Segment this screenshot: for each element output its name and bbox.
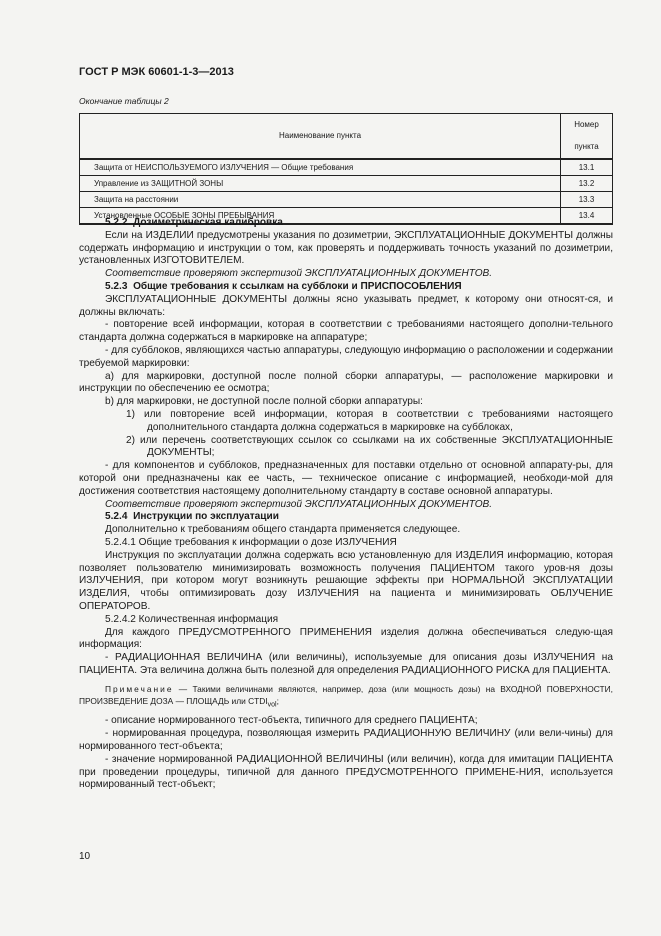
paragraph: Инструкция по эксплуатации должна содержать всю установленную для ИЗДЕЛИЯ информацию, которая позволяет пользователю минимизировать возможность получения ПАЦИЕНТОМ такого уров-ня дозы ИЗЛУЧЕНИЯ, при котором могут возникнуть решающие эффекты при НОРМАЛЬНОЙ ЭКСПЛУАТАЦИИ ИЗДЕЛИЯ, чтобы оптимизировать дозу ИЗЛУЧЕНИЯ на пациента и минимизировать ОБЛУЧЕНИЕ ОПЕРАТОРОВ. bbox=[79, 549, 613, 612]
list-item: - описание нормированного тест-объекта, типичного для среднего ПАЦИЕНТА; bbox=[105, 715, 478, 727]
table-caption: Окончание таблицы 2 bbox=[79, 96, 169, 106]
page-header: ГОСТ Р МЭК 60601-1-3—2013 bbox=[79, 66, 234, 78]
list-item: а) для маркировки, доступной после полной сборки аппаратуры, — расположение маркировки и инструкции по обеспечению ее осмотра; bbox=[79, 370, 613, 395]
note-subscript: vol bbox=[267, 701, 277, 709]
paragraph: Дополнительно к требованиям общего стандарта применяется следующее. bbox=[105, 524, 461, 536]
header-item-number: Номер пункта bbox=[561, 114, 613, 160]
list-item: b) для маркировки, не доступной после полной сборки аппаратуры: bbox=[105, 396, 423, 408]
sub-list-item: 1) или повторение всей информации, которая в соответствии с требованиями настоящего дополнительного стандарта должна содержаться в маркировке на субблоках, bbox=[126, 408, 613, 433]
list-item: - нормированная процедура, позволяющая измерить РАДИАЦИОННУЮ ВЕЛИЧИНУ (или вели-чины) для нормированного тест-объекта; bbox=[79, 728, 613, 752]
table-header-row bbox=[80, 114, 613, 160]
paragraph: ЭКСПЛУАТАЦИОННЫЕ ДОКУМЕНТЫ должны ясно указывать предмет, к которому они относят-ся, и должны включать: bbox=[79, 293, 613, 318]
row-name: Защита на расстоянии bbox=[80, 192, 561, 208]
paragraph: Если на ИЗДЕЛИИ предусмотрены указания по дозиметрии, ЭКСПЛУАТАЦИОННЫЕ ДОКУМЕНТЫ должны содержать информацию и инструкции о том, как проверять и поддерживать точность указаний по дозиметрии, установленных ИЗГОТОВИТЕЛЕМ. bbox=[79, 229, 613, 267]
list-item: - значение нормированной РАДИАЦИОННОЙ ВЕЛИЧИНЫ (или величин), когда для имитации ПАЦИЕНТА при проведении процедуры, типичной для данного ПРЕДУСМОТРЕННОГО ПРИМЕНЕ-НИЯ, используется нормированный тест-объект; bbox=[79, 753, 613, 791]
row-name: Управление из ЗАЩИТНОЙ ЗОНЫ bbox=[80, 176, 561, 192]
table-row bbox=[80, 159, 613, 176]
row-name: Защита от НЕИСПОЛЬЗУЕМОГО ИЗЛУЧЕНИЯ — Общие требования bbox=[80, 159, 561, 176]
row-number: 13.2 bbox=[561, 176, 613, 192]
note: Примечание — Такими величинами являются, например, доза (или мощность дозы) на ВХОДНОЙ ПОВЕРХНОСТИ, ПРОИЗВЕДЕНИЕ ДОЗА — ПЛОЩАДЬ или $CTDI_{vol}$; bbox=[79, 683, 613, 709]
paragraph: Для каждого ПРЕДУСМОТРЕННОГО ПРИМЕНЕНИЯ изделия должна обеспечиваться следую-щая информация: bbox=[79, 626, 613, 651]
table-row bbox=[80, 176, 613, 192]
note-text: — Такими величинами являются, например, доза (или мощность дозы) на ВХОДНОЙ ПОВЕРХНОСТИ, ПРОИЗВЕДЕНИЕ ДОЗА — ПЛОЩАДЬ или CTDI bbox=[79, 683, 613, 706]
header-item-name: Наименование пункта bbox=[80, 114, 561, 160]
list-item: - РАДИАЦИОННАЯ ВЕЛИЧИНА (или величины), используемые для описания дозы ИЗЛУЧЕНИЯ на ПАЦИЕНТА. Эта величина должна быть полезной для определения РАДИАЦИОННОГО РИСКА для ПАЦИЕНТА. bbox=[79, 652, 613, 676]
row-number: 13.4 bbox=[561, 208, 613, 225]
items-table bbox=[79, 113, 613, 225]
note-label: Примечание bbox=[105, 683, 174, 694]
compliance-note: Соответствие проверяют экспертизой ЭКСПЛУАТАЦИОННЫХ ДОКУМЕНТОВ. bbox=[105, 268, 493, 280]
table-row bbox=[80, 192, 613, 208]
list-item: - для компонентов и субблоков, предназначенных для поставки отдельно от основной аппарату-ры, для которой они предназначены как ее часть, — техническое описание с информацией, необходи-мой для достижения соответствия настоящему дополнительному стандарту в составе основной аппаратуры. bbox=[79, 460, 613, 497]
section-heading-5-2-3: 5.2.3 Общие требования к ссылкам на субблоки и ПРИСПОСОБЛЕНИЯ bbox=[105, 280, 462, 292]
section-heading-5-2-4: 5.2.4 Инструкции по эксплуатации bbox=[105, 511, 279, 523]
compliance-note: Соответствие проверяют экспертизой ЭКСПЛУАТАЦИОННЫХ ДОКУМЕНТОВ. bbox=[105, 498, 493, 510]
subsection-heading: 5.2.4.2 Количественная информация bbox=[105, 613, 279, 625]
sub-list-item: 2) или перечень соответствующих ссылок со ссылками на их собственные ЭКСПЛУАТАЦИОННЫЕ ДОКУМЕНТЫ; bbox=[126, 434, 613, 459]
subsection-heading: 5.2.4.1 Общие требования к информации о дозе ИЗЛУЧЕНИЯ bbox=[105, 536, 397, 548]
page-number: 10 bbox=[79, 851, 91, 862]
row-number: 13.1 bbox=[561, 159, 613, 176]
body-text bbox=[79, 217, 613, 792]
section-heading-5-2-2: 5.2.2 Дозиметрическая калибровка bbox=[105, 217, 283, 228]
list-item: - для субблоков, являющихся частью аппаратуры, следующую информацию о расположении и содержании требуемой маркировки: bbox=[79, 344, 613, 369]
row-number: 13.3 bbox=[561, 192, 613, 208]
list-item: - повторение всей информации, которая в соответствии с требованиями настоящего дополни-тельного стандарта должна содержаться в маркировке на аппаратуре; bbox=[79, 319, 613, 344]
row-name: Установленные ОСОБЫЕ ЗОНЫ ПРЕБЫВАНИЯ bbox=[80, 208, 561, 225]
